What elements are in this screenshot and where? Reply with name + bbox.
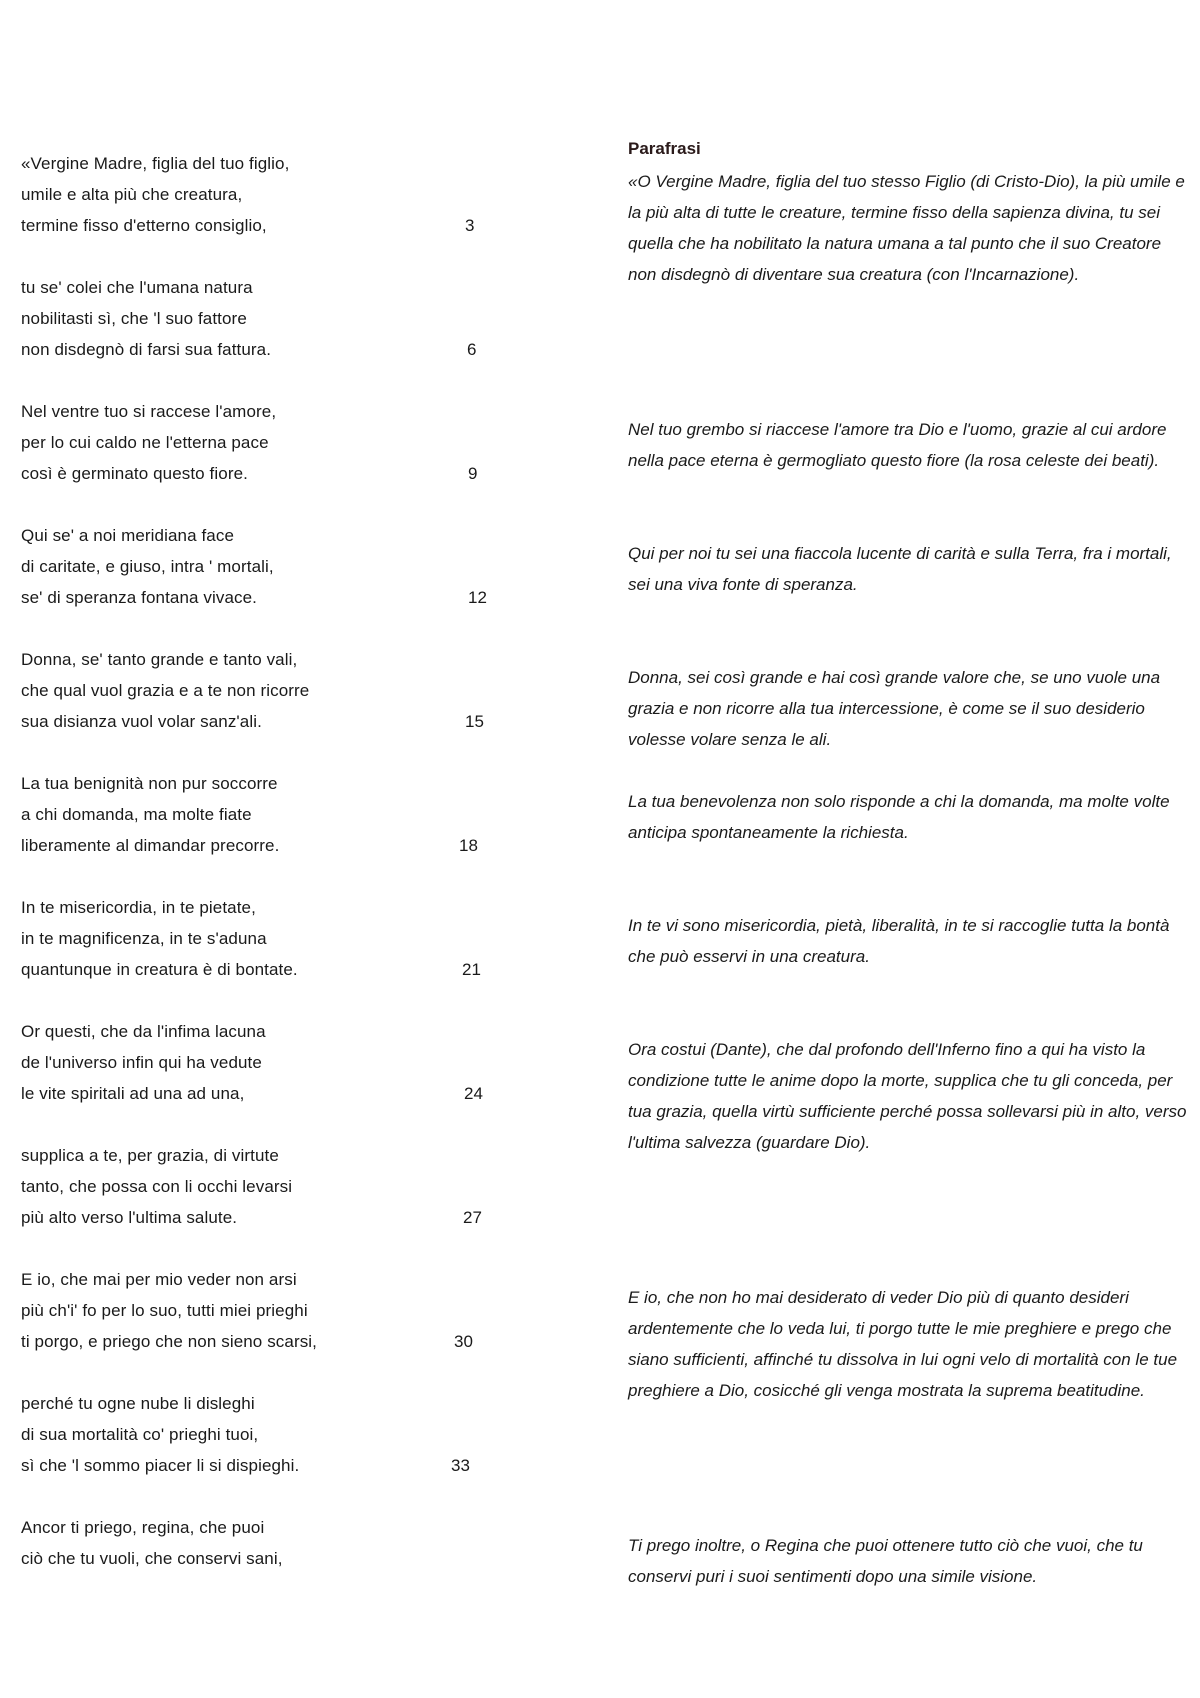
stanza (21, 768, 501, 892)
stanza (21, 1512, 501, 1636)
verse-line: più alto verso l'ultima salute. (21, 1208, 238, 1227)
parafrasi-paragraph: Ti prego inoltre, o Regina che puoi ottenere tutto ciò che vuoi, che tu conservi puri i suoi sentimenti dopo una simile visione. (628, 1536, 1143, 1586)
verse-line: più ch'i' fo per lo suo, tutti miei prieghi (21, 1301, 308, 1320)
line-number: 33 (451, 1456, 470, 1475)
verse-line: de l'universo infin qui ha vedute (21, 1053, 262, 1072)
verse-line: così è germinato questo fiore. (21, 464, 248, 483)
parafrasi-paragraph: La tua benevolenza non solo risponde a chi la domanda, ma molte volte anticipa spontaneamente la richiesta. (628, 792, 1170, 842)
verse-line: Nel ventre tuo si raccese l'amore, (21, 402, 277, 421)
verse-line: «Vergine Madre, figlia del tuo figlio, (21, 154, 290, 173)
stanza (21, 272, 501, 396)
stanza (21, 644, 501, 768)
verse-line: In te misericordia, in te pietate, (21, 898, 256, 917)
parafrasi-paragraph: In te vi sono misericordia, pietà, liberalità, in te si raccoglie tutta la bontà che può esservi in una creatura. (628, 916, 1170, 966)
stanza (21, 520, 501, 644)
line-number: 15 (465, 712, 484, 731)
verse-line: Donna, se' tanto grande e tanto vali, (21, 650, 298, 669)
line-number: 24 (464, 1084, 483, 1103)
stanza (21, 148, 501, 272)
verse-line: umile e alta più che creatura, (21, 185, 243, 204)
verse-line: nobilitasti sì, che 'l suo fattore (21, 309, 247, 328)
line-number: 3 (465, 216, 475, 235)
verse-line: termine fisso d'etterno consiglio, (21, 216, 267, 235)
verse-line: a chi domanda, ma molte fiate (21, 805, 252, 824)
parafrasi-title: Parafrasi (628, 139, 701, 158)
verse-line: Ancor ti priego, regina, che puoi (21, 1518, 265, 1537)
verse-line: La tua benignità non pur soccorre (21, 774, 278, 793)
parafrasi-paragraph: Donna, sei così grande e hai così grande valore che, se uno vuole una grazia e non ricorre alla tua intercessione, è come se il suo desiderio volesse volare senza le ali. (628, 668, 1161, 749)
stanza (21, 1140, 501, 1264)
stanza (21, 1388, 501, 1512)
verse-line: quantunque in creatura è di bontate. (21, 960, 298, 979)
line-number: 9 (468, 464, 478, 483)
parafrasi-paragraph: Nel tuo grembo si riaccese l'amore tra Dio e l'uomo, grazie al cui ardore nella pace eterna è germogliato questo fiore (la rosa celeste dei beati). (628, 420, 1167, 470)
line-number: 6 (467, 340, 477, 359)
verse-line: sì che 'l sommo piacer li si dispieghi. (21, 1456, 300, 1475)
verse-line: ciò che tu vuoli, che conservi sani, (21, 1549, 283, 1568)
line-number: 18 (459, 836, 478, 855)
parafrasi-paragraph: Ora costui (Dante), che dal profondo dell'Inferno fino a qui ha visto la condizione tutte le anime dopo la morte, supplica che tu gli conceda, per tua grazia, quella virtù sufficiente perché possa sollevarsi più in alto, verso l'ultima salvezza (guardare Dio). (628, 1040, 1187, 1152)
line-number: 27 (463, 1208, 482, 1227)
verse-line: tu se' colei che l'umana natura (21, 278, 253, 297)
verse-line: supplica a te, per grazia, di virtute (21, 1146, 279, 1165)
stanza (21, 1264, 501, 1388)
verse-line: non disdegnò di farsi sua fattura. (21, 340, 272, 359)
verse-line: se' di speranza fontana vivace. (21, 588, 257, 607)
verse-line: le vite spiritali ad una ad una, (21, 1084, 245, 1103)
verse-line: in te magnificenza, in te s'aduna (21, 929, 267, 948)
stanza (21, 892, 501, 1016)
verse-line: tanto, che possa con li occhi levarsi (21, 1177, 293, 1196)
verse-line: sua disianza vuol volar sanz'ali. (21, 712, 262, 731)
poem-column (21, 148, 501, 1636)
verse-line: Or questi, che da l'infima lacuna (21, 1022, 266, 1041)
verse-line: liberamente al dimandar precorre. (21, 836, 280, 855)
verse-line: perché tu ogne nube li disleghi (21, 1394, 255, 1413)
line-number: 12 (468, 588, 487, 607)
verse-line: E io, che mai per mio veder non arsi (21, 1270, 297, 1289)
verse-line: che qual vuol grazia e a te non ricorre (21, 681, 310, 700)
parafrasi-paragraph: E io, che non ho mai desiderato di veder Dio più di quanto desideri ardentemente che lo veda lui, ti porgo tutte le mie preghiere e prego che siano sufficienti, affinché tu dissolva in lui ogni velo di mortalità con le tue preghiere a Dio, cosicché gli venga mostrata la suprema beatitudine. (628, 1288, 1178, 1400)
stanza (21, 396, 501, 520)
line-number: 30 (454, 1332, 473, 1351)
verse-line: per lo cui caldo ne l'etterna pace (21, 433, 269, 452)
verse-line: ti porgo, e priego che non sieno scarsi, (21, 1332, 318, 1351)
verse-line: di sua mortalità co' prieghi tuoi, (21, 1425, 259, 1444)
verse-line: di caritate, e giuso, intra ' mortali, (21, 557, 274, 576)
verse-line: Qui se' a noi meridiana face (21, 526, 234, 545)
parafrasi-paragraph: Qui per noi tu sei una fiaccola lucente di carità e sulla Terra, fra i mortali, sei una viva fonte di speranza. (628, 544, 1172, 594)
stanza (21, 1016, 501, 1140)
line-number: 21 (462, 960, 481, 979)
parafrasi-paragraph: «O Vergine Madre, figlia del tuo stesso Figlio (di Cristo-Dio), la più umile e la più alta di tutte le creature, termine fisso della sapienza divina, tu sei quella che ha nobilitato la natura umana a tal punto che il suo Creatore non disdegnò di diventare sua creatura (con l'Incarnazione). (628, 172, 1185, 284)
